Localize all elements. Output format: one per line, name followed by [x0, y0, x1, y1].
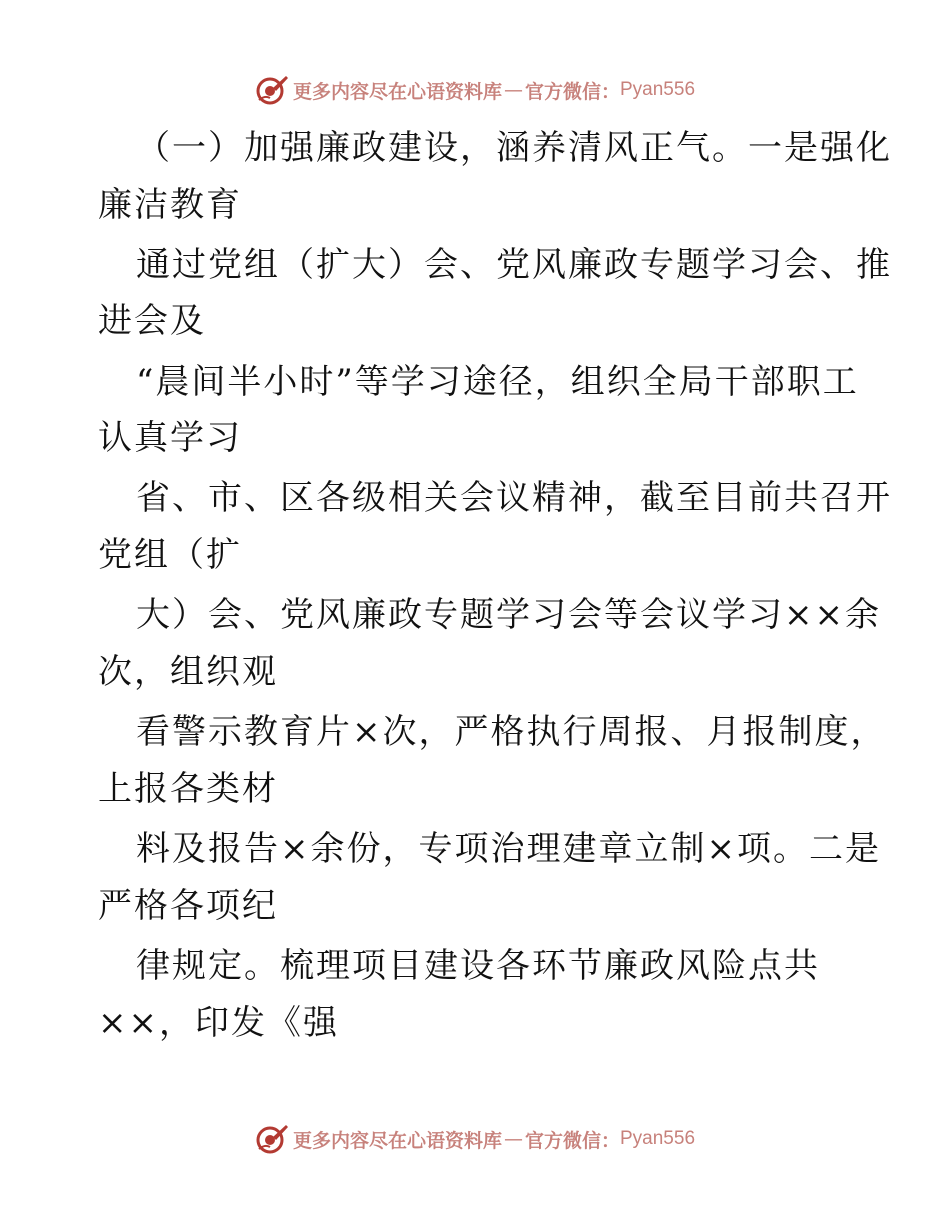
paragraph-7-line-1: 料及报告×余份，专项治理建章立制×项。二是 [136, 829, 881, 869]
watermark-site-text: 更多内容尽在心语资料库 [292, 80, 502, 103]
paragraph-3-line-1: “晨间半小时”等学习途径，组织全局干部职工 [136, 362, 859, 402]
pen-logo-icon [255, 1122, 289, 1156]
paragraph-8-line-2: ××，印发《强 [98, 1003, 339, 1043]
paragraph-6-line-1: 看警示教育片×次，严格执行周报、月报制度， [136, 712, 887, 752]
paragraph-5-line-1: 大）会、党风廉政专题学习会等会议学习××余 [136, 595, 881, 635]
watermark-account: Pyan556 [620, 79, 696, 100]
watermark-account-label: 官方微信： [524, 80, 620, 103]
watermark-dash: — [503, 1128, 523, 1150]
paragraph-8-line-1: 律规定。梳理项目建设各环节廉政风险点共 [136, 946, 820, 986]
watermark-account: Pyan556 [620, 1128, 696, 1149]
footer-watermark [0, 1119, 950, 1159]
paragraph-4-line-2: 党组（扩 [98, 535, 242, 575]
paragraph-7-line-2: 严格各项纪 [98, 886, 278, 926]
watermark-dash: — [503, 79, 523, 101]
paragraph-2-line-1: 通过党组（扩大）会、党风廉政专题学习会、推 [136, 245, 892, 285]
paragraph-4-line-1: 省、市、区各级相关会议精神，截至目前共召开 [136, 478, 892, 518]
paragraph-1-line-1: （一）加强廉政建设，涵养清风正气。一是强化 [136, 128, 892, 168]
watermark-account-label: 官方微信： [524, 1129, 620, 1152]
paragraph-2-line-2: 进会及 [98, 301, 206, 341]
paragraph-3-line-2: 认真学习 [98, 418, 242, 458]
watermark-site-text: 更多内容尽在心语资料库 [292, 1129, 502, 1152]
paragraph-5-line-2: 次，组织观 [98, 652, 278, 692]
paragraph-6-line-2: 上报各类材 [98, 769, 278, 809]
paragraph-1-line-2: 廉洁教育 [98, 185, 242, 225]
